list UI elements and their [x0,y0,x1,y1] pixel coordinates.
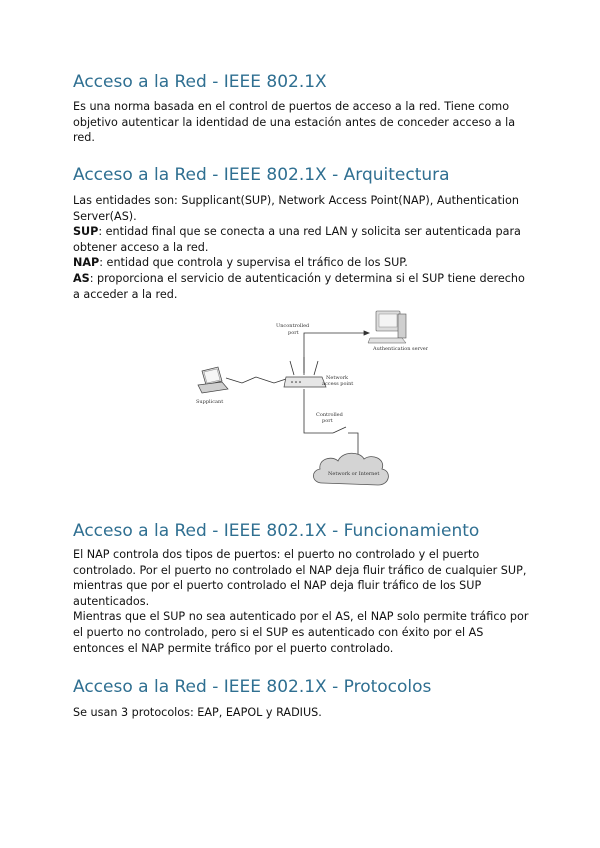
nap-label-2: access point [322,381,354,387]
text-line: a acceder a la red. [73,287,178,301]
text-line: objetivo autenticar la identidad de una estación antes de conceder acceso a la [73,115,516,129]
section-body-operation [73,547,533,656]
text-line: Las entidades son: Supplicant(SUP), Network Access Point(NAP), Authentication [73,194,519,207]
nap-definition [73,255,533,271]
text-line: Server(AS). [73,209,137,223]
uncontrolled-port-label-2: port [288,330,299,336]
text-line: Se usan 3 protocolos: EAP, EAPOL y RADIUS. [73,706,322,719]
text-line: Es una norma basada en el control de puertos de acceso a la red. Tiene como [73,100,510,113]
switch-open-line [333,427,346,433]
architecture-diagram [188,305,428,495]
text-line: El NAP controla dos tipos de puertos: el puerto no controlado y el puerto [73,548,480,561]
controlled-port-line [304,389,333,433]
text-line: red. [73,131,95,145]
nap-text: : entidad que controla y supervisa el tráfico de los SUP. [99,256,408,270]
as-text: : proporciona el servicio de autenticación y determina si el SUP tiene derecho [89,271,525,285]
section-body-intro [73,99,533,146]
section-title-protocols: Acceso a la Red - IEEE 802.1X - Protocolos [73,677,432,697]
text-line: mientras que por el puerto controlado el NAP deja fluir tráfico de los SUP [73,579,482,593]
arrow-to-server [364,331,369,335]
supplicant-label: Supplicant [196,399,224,405]
nap-term: NAP [73,256,100,270]
text-line: el puerto no controlado, pero si el SUP es autenticado con éxito por el AS [73,625,484,639]
cloud-icon [313,453,388,485]
wireless-link-icon [226,377,286,383]
text-line: Mientras que el SUP no sea autenticado por el AS, el NAP solo permite tráfico por [73,610,529,624]
section-body-protocols [73,705,533,721]
as-term: AS [73,271,90,285]
connection-lines [226,331,369,455]
sup-term: SUP [73,225,99,239]
section-title-intro: Acceso a la Red - IEEE 802.1X [73,72,327,92]
nap-label-1: Network [326,375,349,381]
sup-definition [73,224,533,240]
wireless-router-icon [284,357,326,387]
section-body-architecture [73,193,533,302]
controlled-to-network-line [348,433,358,455]
controlled-port-label-1: Controlled [316,412,343,418]
section-title-operation: Acceso a la Red - IEEE 802.1X - Funcionamiento [73,521,480,541]
auth-server-label: Authentication server [373,346,428,352]
server-computer-icon [368,311,406,343]
text-line: obtener acceso a la red. [73,240,209,254]
text-line: autenticados. [73,594,150,608]
section-title-architecture: Acceso a la Red - IEEE 802.1X - Arquitectura [73,165,450,185]
text-line: controlado. Por el puerto no controlado el NAP deja fluir tráfico de cualquier SUP, [73,563,527,577]
sup-text: : entidad final que se conecta a una red LAN y solicita ser autenticada para [98,225,521,239]
uncontrolled-port-label-1: Uncontrolled [276,323,310,329]
as-definition [73,271,533,287]
controlled-port-label-2: port [322,418,333,424]
uncontrolled-port-line [304,333,366,373]
text-line: entonces el NAP permite tráfico por el puerto controlado. [73,641,394,655]
network-label: Network or Internet [328,471,380,477]
laptop-icon [198,367,228,393]
